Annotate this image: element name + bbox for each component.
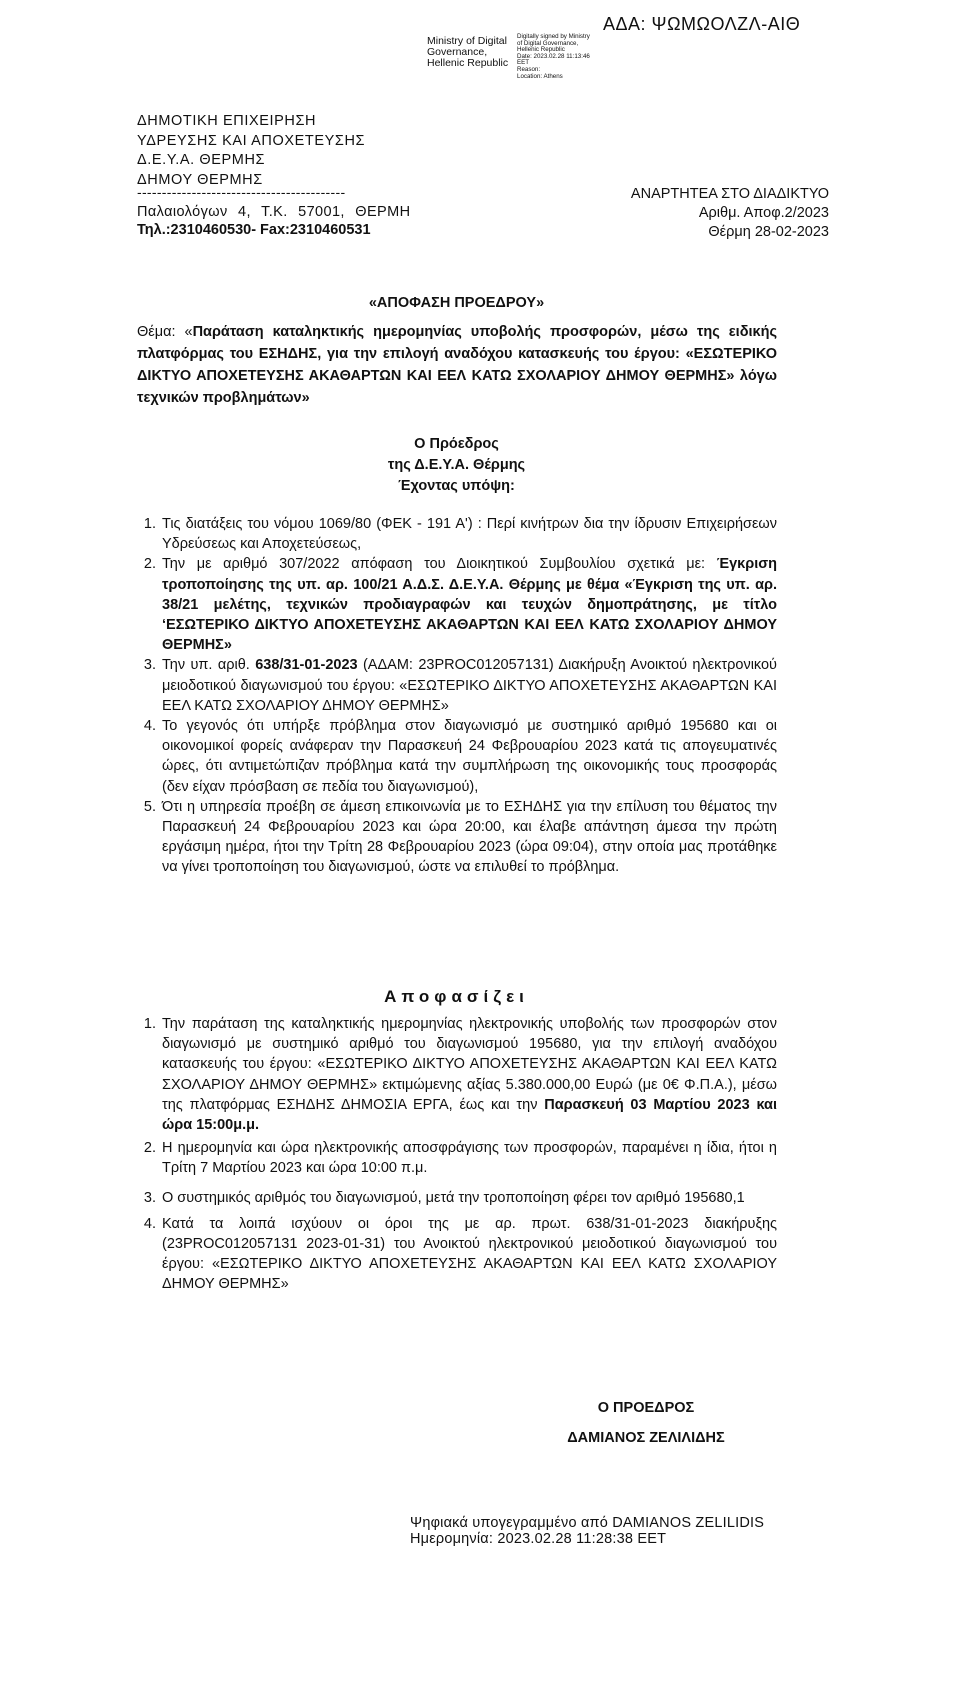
decision-text: Ο συστημικός αριθμός του διαγωνισμού, μετά την τροποποίηση φέρει τον αριθμό 195680,1 bbox=[162, 1189, 745, 1206]
stamp-detail-line: Hellenic Republic bbox=[517, 46, 565, 54]
decision-number: Αριθμ. Αποφ.2/2023 bbox=[698, 205, 829, 221]
signer-role: Ο ΠΡΟΕΔΡΟΣ bbox=[597, 1400, 695, 1416]
stamp-detail-line: EET bbox=[517, 59, 530, 67]
organization-name: της Δ.Ε.Υ.Α. Θέρμης bbox=[387, 457, 526, 473]
document-meta bbox=[631, 185, 829, 242]
consideration-text: Ότι η υπηρεσία προέβη σε άμεση επικοινωνία με το ΕΣΗΔΗΣ για την επίλυση του θέματος την Παρασκευή 24 Φεβρουαρίου 2023 και ώρα 20:00, και έλαβε απάντηση άμεσα την πρώτη εργάσιμη ημέρα, ήτοι την Τρίτη 28 Φεβρουαρίου 2023 (ώρα 09:04), στην οποία μας προτάθηκε να γίνει τροποποίηση του διαγωνισμού, ώστε να επιλυθεί το πρόβλημα. bbox=[162, 798, 777, 876]
considerations-list bbox=[137, 514, 777, 878]
consideration-text: Το γεγονός ότι υπήρξε πρόβλημα στον διαγωνισμό με συστημικό αριθμό 195680 και οι οικονομικοί φορείς ανάφεραν την Παρασκευή 24 Φεβρουαρίου 2023 κατά τις απογευματινές ώρες, ότι αντιμετώπιζαν πρόβλημα κατά την συμπλήρωση της οικονομικής τους προσφοράς (δεν είχαν πρόσβαση σε πεδία του διαγωνισμού), bbox=[162, 718, 777, 795]
subject bbox=[137, 321, 777, 409]
consideration-text: Την υπ. αριθ. bbox=[162, 657, 256, 674]
stamp-issuer bbox=[427, 36, 517, 69]
stamp-detail-line: of Digital Governance, bbox=[517, 39, 579, 47]
signer-block bbox=[530, 1393, 762, 1453]
org-line: ΥΔΡΕΥΣΗΣ ΚΑΙ ΑΠΟΧΕΤΕΥΣΗΣ bbox=[137, 132, 366, 149]
ada-code: ΑΔΑ: ΨΩΜΩΟΛΖΛ-ΑΙΘ bbox=[603, 14, 801, 34]
document-title: «ΑΠΟΦΑΣΗ ΠΡΟΕΔΡΟΥ» bbox=[368, 295, 545, 311]
decision-item bbox=[160, 1138, 777, 1178]
post-online-note: ΑΝΑΡΤΗΤΕΑ ΣΤΟ ΔΙΑΔΙΚΤΥΟ bbox=[630, 186, 829, 202]
stamp-detail-line: Date: 2023.02.28 11:13:46 bbox=[517, 52, 590, 60]
digital-signature bbox=[410, 1515, 764, 1547]
decision-bold-text: Παρασκευή 03 Μαρτίου 2023 και ώρα 15:00μ.μ. bbox=[162, 1096, 777, 1134]
stamp-detail-line: Reason: bbox=[517, 65, 541, 73]
decision-item bbox=[160, 1014, 777, 1135]
header-divider: ------------------------------------------ bbox=[137, 184, 346, 200]
subject-label: Θέμα: « bbox=[137, 324, 193, 340]
consideration-bold-text: 638/31-01-2023 bbox=[255, 657, 358, 674]
org-address: Παλαιολόγων 4, Τ.Κ. 57001, ΘΕΡΜΗ bbox=[137, 204, 411, 220]
consideration-item bbox=[160, 716, 777, 797]
place-date: Θέρμη 28-02-2023 bbox=[708, 224, 829, 240]
ministry-signature-stamp bbox=[427, 34, 612, 88]
org-line: ΔΗΜΟΤΙΚΗ ΕΠΙΧΕΙΡΗΣΗ bbox=[137, 113, 317, 129]
stamp-issuer-line: Ministry of Digital bbox=[427, 35, 507, 47]
president-heading bbox=[0, 434, 913, 497]
considering-label: Έχοντας υπόψη: bbox=[398, 478, 515, 494]
stamp-details bbox=[517, 34, 609, 80]
consideration-text: Την με αριθμό 307/2022 απόφαση του Διοικητικού Συμβουλίου σχετικά με: bbox=[162, 556, 717, 573]
consideration-text: (ΑΔΑΜ: 23PROC012057131) Διακήρυξη Ανοικτού ηλεκτρονικού μειοδοτικού διαγωνισμού του έργου: «ΕΣΩΤΕΡΙΚΟ ΔΙΚΤΥΟ ΑΠΟΧΕΤΕΥΣΗΣ ΑΚΑΘΑΡΤΩΝ ΚΑΙ ΕΕΛ ΚΑΤΩ ΣΧΟΛΑΡΙΟΥ ΔΗΜΟΥ ΘΕΡΜΗΣ» bbox=[162, 657, 777, 714]
digital-signature-date: Ημερομηνία: 2023.02.28 11:28:38 EET bbox=[410, 1531, 667, 1547]
digital-signature-signer: Ψηφιακά υπογεγραμμένο από DAMIANOS ZELILIDIS bbox=[410, 1515, 765, 1531]
subject-text: Παράταση καταληκτικής ημερομηνίας υποβολής προσφορών, μέσω της ειδικής πλατφόρμας του ΕΣΗΔΗΣ, για την επιλογή αναδόχου κατασκευής του έργου: «ΕΣΩΤΕΡΙΚΟ ΔΙΚΤΥΟ ΑΠΟΧΕΤΕΥΣΗΣ ΑΚΑΘΑΡΤΩΝ ΚΑΙ ΕΕΛ ΚΑΤΩ ΣΧΟΛΑΡΙΟΥ ΔΗΜΟΥ ΘΕΡΜΗΣ» λόγω τεχνικών προβλημάτων» bbox=[137, 324, 777, 406]
decision-text: Η ημερομηνία και ώρα ηλεκτρονικής αποσφράγισης των προσφορών, παραμένει η ίδια, ήτοι η Τρίτη 7 Μαρτίου 2023 και ώρα 10:00 π.μ. bbox=[162, 1140, 777, 1177]
stamp-issuer-line: Governance, bbox=[427, 46, 488, 58]
decision-item bbox=[160, 1188, 777, 1208]
decision-text: Κατά τα λοιπά ισχύουν οι όροι της με αρ. πρωτ. 638/31-01-2023 διακήρυξης (23PROC012057131 2023-01-31) του Ανοικτού ηλεκτρονικού μειοδοτικού διαγωνισμού του έργου: «ΕΣΩΤΕΡΙΚΟ ΔΙΚΤΥΟ ΑΠΟΧΕΤΕΥΣΗΣ ΑΚΑΘΑΡΤΩΝ ΚΑΙ ΕΕΛ ΚΑΤΩ ΣΧΟΛΑΡΙΟΥ ΔΗΜΟΥ ΘΕΡΜΗΣ» bbox=[162, 1215, 777, 1293]
consideration-item bbox=[160, 554, 777, 655]
decision-text: Την παράταση της καταληκτικής ημερομηνίας ηλεκτρονικής υποβολής των προσφορών στον διαγωνισμό με συστημικό αριθμό του διαγωνισμού 195680, για την επιλογή αναδόχου κατασκευής του έργου: «ΕΣΩΤΕΡΙΚΟ ΔΙΚΤΥΟ ΑΠΟΧΕΤΕΥΣΗΣ ΑΚΑΘΑΡΤΩΝ ΚΑΙ ΕΕΛ ΚΑΤΩ ΣΧΟΛΑΡΙΟΥ ΔΗΜΟΥ ΘΕΡΜΗΣ» εκτιμώμενης αξίας 5.380.000,00 Ευρώ (με 0€ Φ.Π.Α.), μέσω της πλατφόρμας ΕΣΗΔΗΣ ΔΗΜΟΣΙΑ ΕΡΓΑ, έως και την bbox=[162, 1016, 777, 1113]
org-line: Δ.Ε.Υ.Α. ΘΕΡΜΗΣ bbox=[137, 152, 266, 168]
consideration-item bbox=[160, 514, 777, 554]
consideration-item bbox=[160, 655, 777, 716]
decisions-list bbox=[137, 1014, 777, 1295]
signer-name: ΔΑΜΙΑΝΟΣ ΖΕΛΙΛΙΔΗΣ bbox=[567, 1430, 725, 1446]
president-title: Ο Πρόεδρος bbox=[414, 436, 499, 452]
decision-item bbox=[160, 1214, 777, 1295]
consideration-text: Τις διατάξεις του νόμου 1069/80 (ΦΕΚ - 191 Α') : Περί κινήτρων δια την ίδρυσιν Επιχειρήσεων Υδρεύσεως και Αποχετεύσεως, bbox=[162, 516, 777, 553]
consideration-item bbox=[160, 797, 777, 878]
consideration-bold-text: Έγκριση τροποποίησης της υπ. αρ. 100/21 Α.Δ.Σ. Δ.Ε.Υ.Α. Θέρμης με θέμα «Έγκριση της υπ. αρ. 38/21 μελέτης, τεχνικών προδιαγραφών και τευχών δημοπράτησης, με τίτλο ‘ΕΣΩΤΕΡΙΚΟ ΔΙΚΤΥΟ ΑΠΟΧΕΤΕΥΣΗΣ ΑΚΑΘΑΡΤΩΝ ΚΑΙ ΕΕΛ ΚΑΤΩ ΣΧΟΛΑΡΙΟΥ ΔΗΜΟΥ ΘΕΡΜΗΣ» bbox=[162, 556, 777, 654]
stamp-detail-line: Digitally signed by Ministry bbox=[517, 33, 590, 40]
stamp-issuer-line: Hellenic Republic bbox=[427, 57, 509, 69]
org-phone-fax: Τηλ.:2310460530- Fax:2310460531 bbox=[137, 222, 371, 238]
stamp-detail-line: Location: Athens bbox=[517, 72, 563, 80]
org-line: ΔΗΜΟΥ ΘΕΡΜΗΣ bbox=[137, 171, 263, 188]
organization-header bbox=[137, 112, 365, 190]
decides-heading: Αποφασίζει bbox=[384, 987, 529, 1006]
